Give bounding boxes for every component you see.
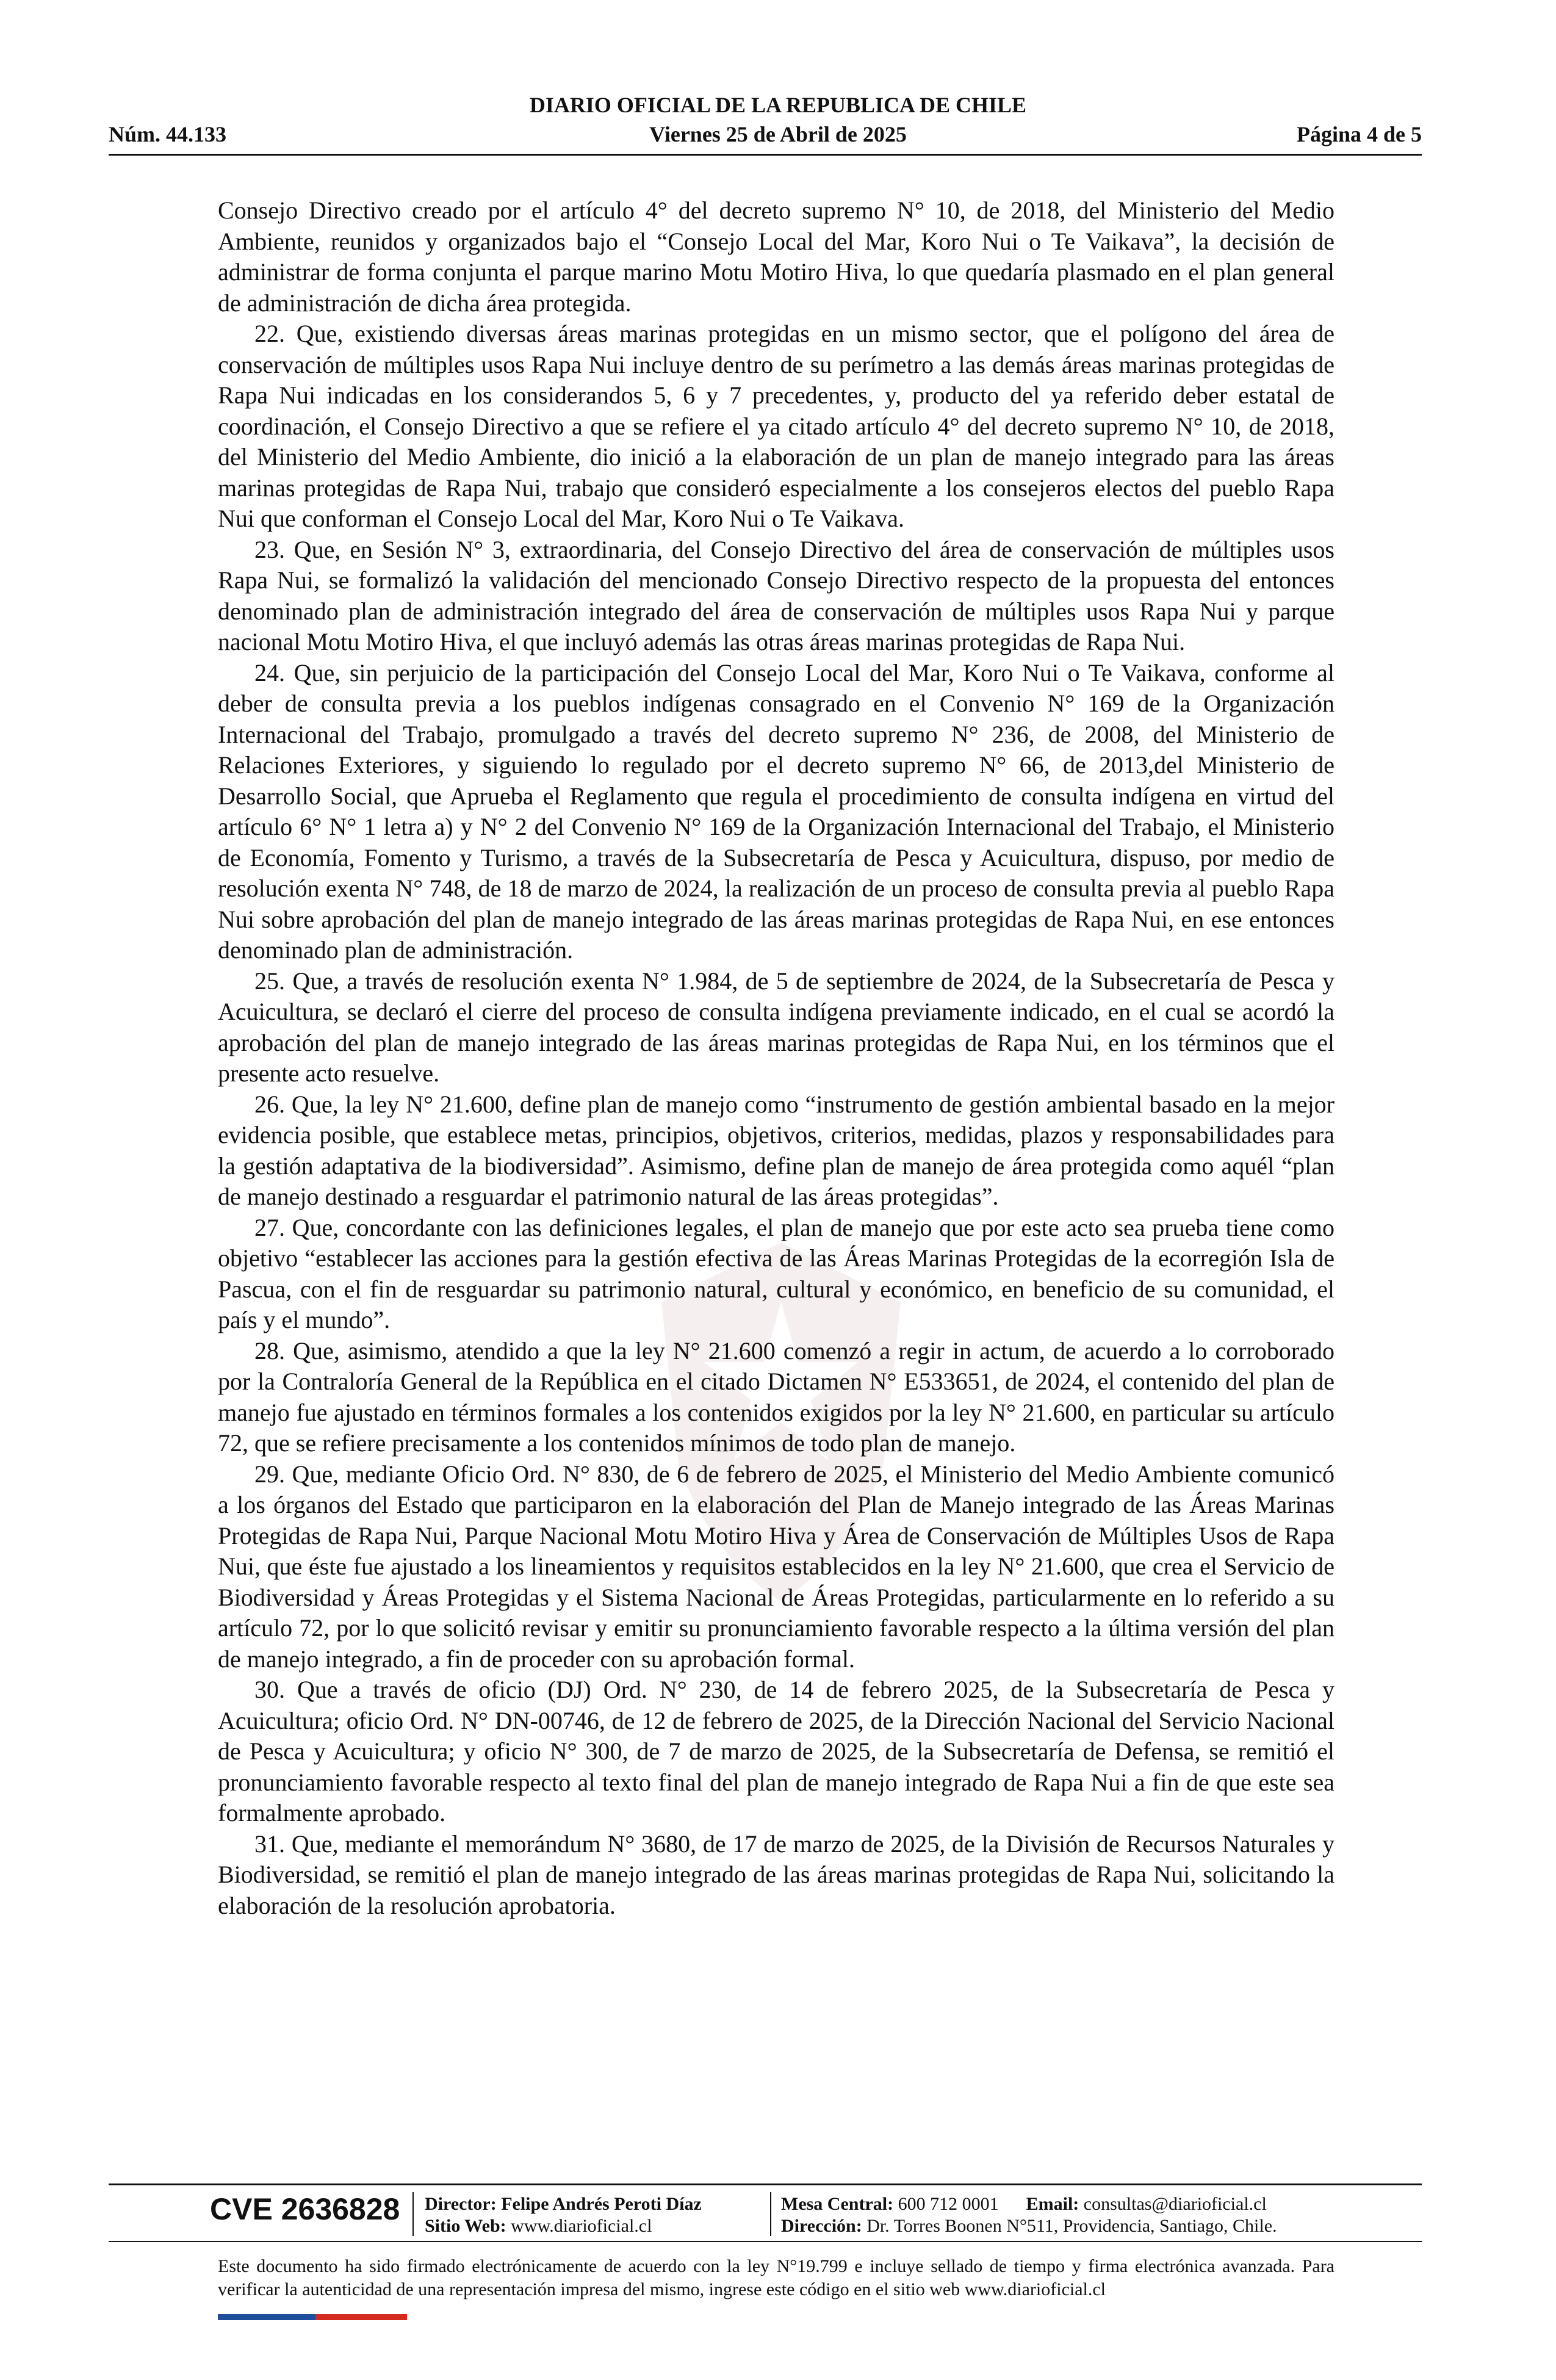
paragraph-24: 24. Que, sin perjuicio de la participación del Consejo Local del Mar, Koro Nui o Te Vaikava, conforme al deber de consulta previa a los pueblos indígenas consagrado en el Convenio N° 169 de la Organización Internacional del Trabajo, promulgado a través del decreto supremo N° 236, de 2008, del Ministerio de Relaciones Exteriores, y siguiendo lo regulado por el decreto supremo N° 66, de 2013,del Ministerio de Desarrollo Social, que Aprueba el Reglamento que regula el procedimiento de consulta indígena en virtud del artículo 6° N° 1 letra a) y N° 2 del Convenio N° 169 de la Organización Internacional del Trabajo, el Ministerio de Economía, Fomento y Turismo, a través de la Subsecretaría de Pesca y Acuicultura, dispuso, por medio de resolución exenta N° 748, de 18 de marzo de 2024, la realización de un proceso de consulta previa al pueblo Rapa Nui sobre aprobación del plan de manejo integrado de las áreas marinas protegidas de Rapa Nui, en ese entonces denominado plan de administración. [218, 658, 1334, 964]
paragraph-30: 30. Que a través de oficio (DJ) Ord. N° 230, de 14 de febrero 2025, de la Subsecretaría de Pesca y Acuicultura; oficio Ord. N° DN-00746, de 12 de febrero de 2025, de la Dirección Nacional del Servicio Nacional de Pesca y Acuicultura; y oficio N° 300, de 7 de marzo de 2025, de la Subsecretaría de Defensa, se remitió el pronunciamiento favorable respecto al texto final del plan de manejo integrado de Rapa Nui a fin de que este sea formalmente aprobado. [218, 1676, 1334, 1826]
paragraph-31: 31. Que, mediante el memorándum N° 3680, de 17 de marzo de 2025, de la División de Recursos Naturales y Biodiversidad, se remitió el plan de manejo integrado de las áreas marinas protegidas de Rapa Nui, solicitando la elaboración de la resolución aprobatoria. [218, 1830, 1334, 1919]
address-value: Dr. Torres Boonen N°511, Providencia, Santiago, Chile. [866, 2216, 1277, 2236]
email-link[interactable]: consultas@diarioficial.cl [1083, 2194, 1267, 2214]
issue-date: Viernes 25 de Abril de 2025 [649, 122, 907, 146]
footer-website [425, 2215, 652, 2237]
address-label: Dirección: [781, 2216, 862, 2236]
page-indicator: Página 4 de 5 [1296, 122, 1422, 146]
signature-disclaimer: Este documento ha sido firmado electrónicamente de acuerdo con la ley N°19.799 e incluye sellado de tiempo y firma electrónica avanzada. Para verificar la autenticidad de una representación impresa del mismo, ingrese este código en el sitio web www.diarioficial.cl [218, 2256, 1334, 2299]
paragraph-28: 28. Que, asimismo, atendido a que la ley N° 21.600 comenzó a regir in actum, de acuerdo a lo corroborado por la Contraloría General de la República en el citado Dictamen N° E533651, de 2024, el contenido del plan de manejo fue ajustado en términos formales a los contenidos exigidos por la ley N° 21.600, en particular su artículo 72, que se refiere precisamente a los contenidos mínimos de todo plan de manejo. [218, 1336, 1334, 1457]
header-divider [109, 154, 1422, 156]
paragraph-26: 26. Que, la ley N° 21.600, define plan de manejo como “instrumento de gestión ambiental basado en la mejor evidencia posible, que establece metas, principios, objetivos, criterios, medidas, plazos y responsabilidades para la gestión adaptativa de la biodiversidad”. Asimismo, define plan de manejo de área protegida como aquél “plan de manejo destinado a resguardar el patrimonio natural de las áreas protegidas”. [218, 1090, 1334, 1210]
issue-number: Núm. 44.133 [109, 122, 227, 146]
publication-title: DIARIO OFICIAL DE LA REPUBLICA DE CHILE [529, 93, 1027, 117]
footer-divider-top [109, 2183, 1422, 2185]
director-label: Director: [425, 2194, 497, 2214]
paragraph-22: 22. Que, existiendo diversas áreas marinas protegidas en un mismo sector, que el polígono del área de conservación de múltiples usos Rapa Nui incluye dentro de su perímetro a las demás áreas marinas protegidas de Rapa Nui indicadas en los considerandos 5, 6 y 7 precedentes, y, producto del ya referido deber estatal de coordinación, el Consejo Directivo a que se refiere el ya citado artículo 4° del decreto supremo N° 10, de 2018, del Ministerio del Medio Ambiente, dio inició a la elaboración de un plan de manejo integrado para las áreas marinas protegidas de Rapa Nui, trabajo que consideró especialmente a los consejeros electos del pueblo Rapa Nui que conforman el Consejo Local del Mar, Koro Nui o Te Vaikava. [218, 320, 1334, 532]
footer-divider [109, 2241, 1422, 2242]
footer-director [425, 2193, 702, 2215]
paragraph-29: 29. Que, mediante Oficio Ord. N° 830, de 6 de febrero de 2025, el Ministerio del Medio Ambiente comunicó a los órganos del Estado que participaron en la elaboración del Plan de Manejo integrado de las Áreas Marinas Protegidas de Rapa Nui, Parque Nacional Motu Motiro Hiva y Área de Conservación de Múltiples Usos de Rapa Nui, que éste fue ajustado a los lineamientos y requisitos establecidos en la ley N° 21.600, que crea el Servicio de Biodiversidad y Áreas Protegidas y el Sistema Nacional de Áreas Protegidas, particularmente en lo referido a su artículo 72, por lo que solicitó revisar y emitir su pronunciamiento favorable respecto a la última versión del plan de manejo integrado, a fin de proceder con su aprobación formal. [218, 1460, 1334, 1673]
footer-separator [412, 2192, 414, 2236]
paragraph-continuation: Consejo Directivo creado por el artículo 4° del decreto supremo N° 10, de 2018, del Ministerio del Medio Ambiente, reunidos y organizados bajo el “Consejo Local del Mar, Koro Nui o Te Vaikava”, la decisión de administrar de forma conjunta el parque marino Motu Motiro Hiva, lo que quedaría plasmado en el plan general de administración de dicha área protegida. [218, 197, 1334, 317]
paragraph-25: 25. Que, a través de resolución exenta N° 1.984, de 5 de septiembre de 2024, de la Subsecretaría de Pesca y Acuicultura, se declaró el cierre del proceso de consulta indígena previamente indicado, en el cual se acordó la aprobación del plan de manejo integrado de las áreas marinas protegidas de Rapa Nui, en los términos que el presente acto resuelve. [218, 967, 1334, 1087]
flag-stripe-blue [218, 2314, 315, 2320]
paragraph-27: 27. Que, concordante con las definiciones legales, el plan de manejo que por este acto sea prueba tiene como objetivo “establecer las acciones para la gestión efectiva de las Áreas Marinas Protegidas de la ecorregión Isla de Pascua, con el fin de resguardar su patrimonio natural, cultural y económico, en beneficio de su comunidad, el país y el mundo”. [218, 1213, 1334, 1333]
document-body [218, 195, 1334, 1921]
footer-separator [770, 2192, 771, 2236]
paragraph-23: 23. Que, en Sesión N° 3, extraordinaria, del Consejo Directivo del área de conservación de múltiples usos Rapa Nui, se formalizó la validación del mencionado Consejo Directivo respecto de la propuesta del entonces denominado plan de administración integrado del área de conservación de múltiples usos Rapa Nui y parque nacional Motu Motiro Hiva, el que incluyó además las otras áreas marinas protegidas de Rapa Nui. [218, 535, 1334, 655]
footer-address [781, 2215, 1277, 2237]
flag-stripe-red [315, 2314, 407, 2320]
website-link[interactable]: www.diarioficial.cl [511, 2216, 652, 2236]
phone-label: Mesa Central: [781, 2194, 894, 2214]
cve-code: CVE 2636828 [210, 2192, 400, 2226]
phone-value: 600 712 0001 [898, 2194, 999, 2214]
email-label: Email: [1026, 2194, 1079, 2214]
footer-contact [781, 2193, 1267, 2215]
director-name: Felipe Andrés Peroti Díaz [501, 2194, 702, 2214]
website-label: Sitio Web: [425, 2216, 506, 2236]
